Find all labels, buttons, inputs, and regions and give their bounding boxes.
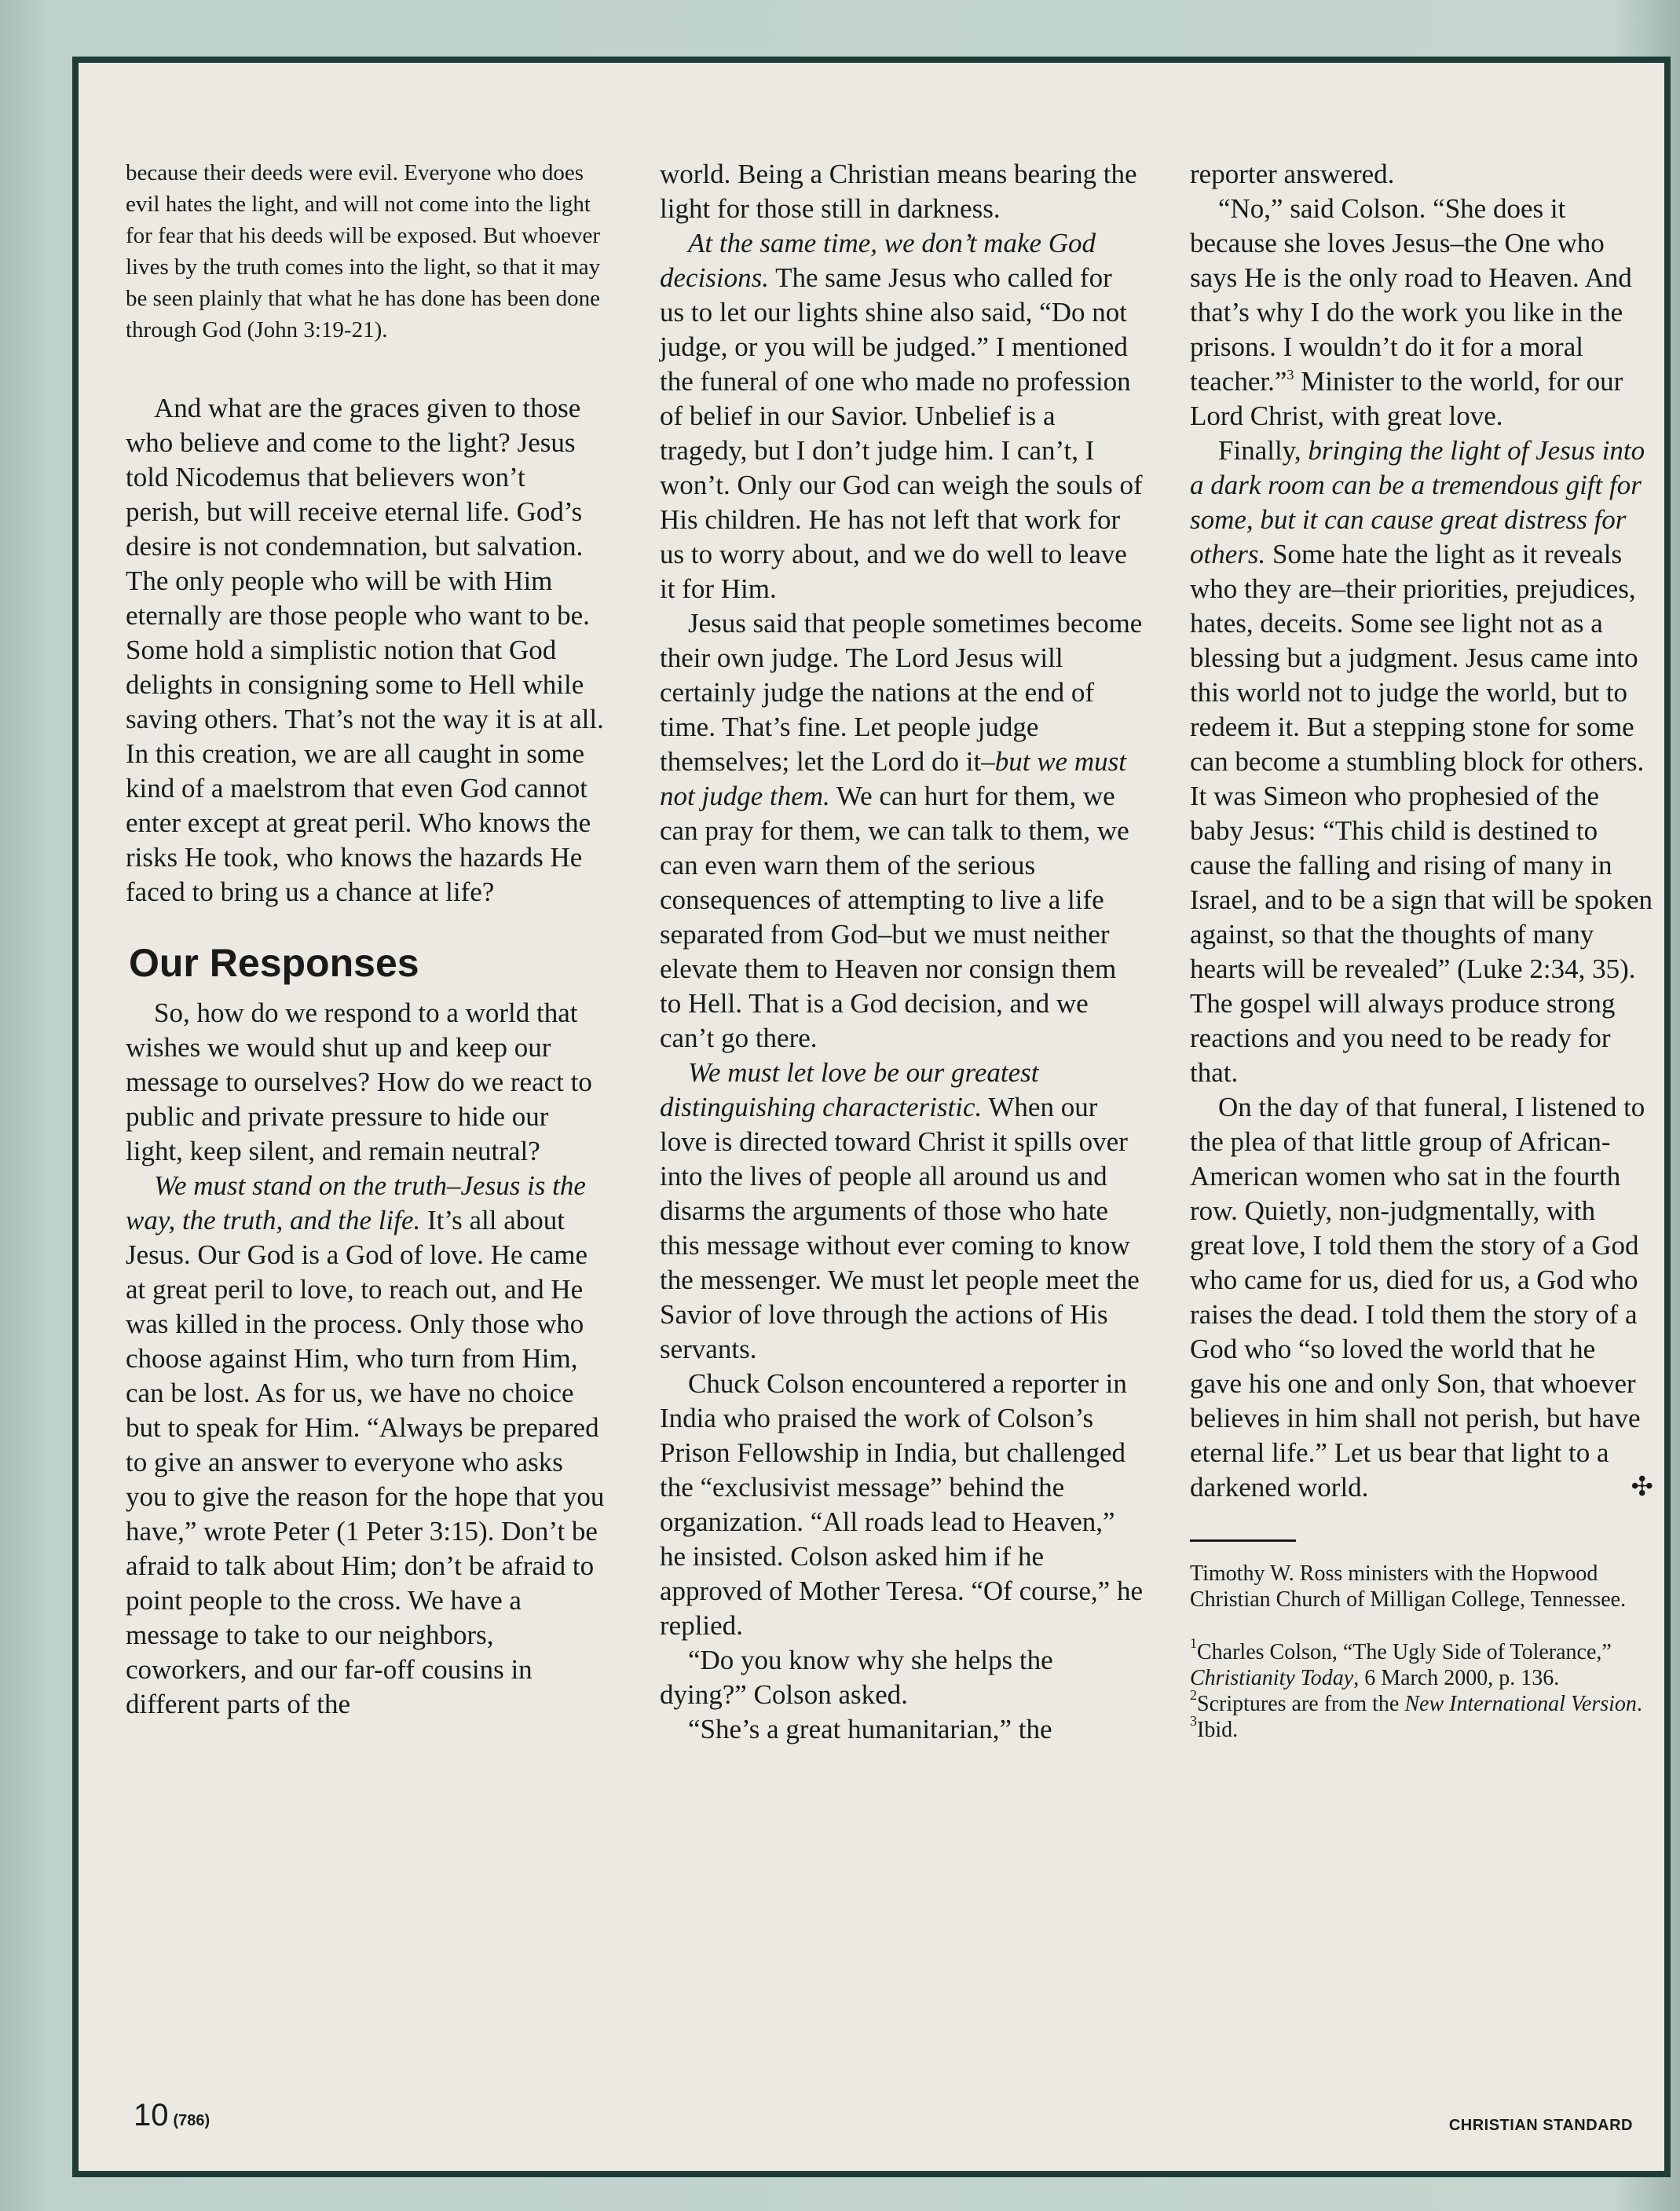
italic-emphasis: At the same time, we don’t make God decisions. bbox=[660, 228, 1096, 293]
endnote-number: 1 bbox=[1190, 1635, 1197, 1651]
endnote-text: , 6 March 2000, p. 136. bbox=[1353, 1666, 1560, 1690]
paragraph: “Do you know why she helps the dying?” Colson asked. bbox=[660, 1645, 1053, 1710]
endnotes bbox=[1190, 1635, 1653, 1743]
italic-emphasis: bringing the light of Jesus into a dark room can be a tremendous gift for some, but it can cause great distress for others. bbox=[1190, 435, 1645, 569]
paragraph-text: It’s all about Jesus. Our God is a God of love. He came at great peril to love, to reach out, and He was killed in the process. Only those who choose against Him, who turn from Him, can be lost. As for us, we have no choice but to speak for Him. “Always be prepared to give an answer to everyone who asks you to give the reason for the hope that you have,” wrote Peter (1 Peter 3:15). Don’t be afraid to talk about Him; don’t be afraid to point people to the cross. We have a message to take to our neighbors, coworkers, and our far-off cousins in different parts of the bbox=[126, 1205, 605, 1719]
end-mark-icon: ✣ bbox=[1631, 1473, 1653, 1502]
paragraph-text: Finally, bbox=[1218, 435, 1308, 466]
endnote bbox=[1190, 1687, 1653, 1717]
bio-divider bbox=[1190, 1539, 1296, 1542]
paragraph: Chuck Colson encountered a reporter in India who praised the work of Colson’s Prison Fellowship in India, but challenged the “exclusivist message” behind the organization. “All roads lead to Heaven,” he insisted. Colson asked him if he approved of Mother Teresa. “Of course,” he replied. bbox=[660, 1368, 1143, 1641]
footnote-ref: 3 bbox=[1287, 367, 1294, 383]
italic-emphasis: We must stand on the truth–Jesus is the way, the truth, and the life. bbox=[126, 1170, 586, 1235]
paragraph: “She’s a great humanitarian,” the bbox=[688, 1714, 1052, 1744]
paragraph: world. Being a Christian means bearing the light for those still in darkness. bbox=[660, 159, 1137, 224]
column-3 bbox=[1190, 157, 1653, 1743]
page-number: 10 bbox=[134, 2098, 169, 2132]
paragraph-text: When our love is directed toward Christ it spills over into the lives of people all around us and disarms the arguments of those who hate this message without ever coming to know the messenger. We must let people meet the Savior of love through the actions of His servants. bbox=[660, 1092, 1140, 1364]
author-bio: Timothy W. Ross ministers with the Hopwood Christian Church of Milligan College, Tennessee. bbox=[1190, 1561, 1627, 1612]
paragraph bbox=[660, 1056, 1143, 1367]
page-folio bbox=[134, 2096, 210, 2140]
paragraph-text: “No,” said Colson. “She does it because she loves Jesus–the One who says He is the only road to Heaven. And that’s why I do the work you like in the prisons. I wouldn’t do it for a moral teacher.” bbox=[1190, 193, 1632, 397]
endnote-text: . bbox=[1636, 1692, 1642, 1716]
paragraph-text: Jesus said that people sometimes become their own judge. The Lord Jesus will certainly judge the nations at the end of time. That’s fine. Let people judge themselves; let the Lord do it– bbox=[660, 608, 1143, 777]
endnote-text: Ibid. bbox=[1197, 1718, 1239, 1742]
sub-page-number: (786) bbox=[173, 2112, 210, 2129]
italic-title: Christianity Today bbox=[1190, 1666, 1354, 1690]
italic-emphasis: but we must not judge them. bbox=[660, 746, 1126, 811]
italic-emphasis: We must let love be our greatest distinguishing characteristic. bbox=[660, 1057, 1039, 1122]
endnote-number: 2 bbox=[1190, 1687, 1197, 1703]
paragraph bbox=[1190, 192, 1653, 434]
italic-title: New International Version bbox=[1404, 1692, 1637, 1716]
column-2 bbox=[660, 157, 1143, 1747]
paragraph: So, how do we respond to a world that wishes we would shut up and keep our message to ourselves? How do we react to public and private pressure to hide our light, keep silent, and remain neutral? bbox=[126, 998, 592, 1166]
paragraph-text: We can hurt for them, we can pray for them, we can talk to them, we can even warn them of the serious consequences of attempting to live a life separated from God–but we must neither elevate them to Heaven nor consign them to Hell. That is a God decision, and we can’t go there. bbox=[660, 781, 1129, 1053]
column-1 bbox=[126, 157, 605, 1722]
paragraph bbox=[126, 1169, 605, 1722]
endnote-text: Charles Colson, “The Ugly Side of Tolerance,” bbox=[1197, 1640, 1612, 1664]
section-heading: Our Responses bbox=[129, 941, 419, 985]
paragraph bbox=[660, 226, 1143, 606]
magazine-page bbox=[72, 57, 1671, 2177]
paragraph-text: On the day of that funeral, I listened to the plea of that little group of African-American women who sat in the fourth row. Quietly, non-judgmentally, with great love, I told them the story of a God who came for us, died for us, a God who raises the dead. I told them the story of a God who “so loved the world that he gave his one and only Son, that whoever believes in him shall not perish, but have eternal life.” Let us bear that light to a darkened world. bbox=[1190, 1092, 1645, 1503]
endnote-number: 3 bbox=[1190, 1713, 1197, 1729]
paragraph-text: Some hate the light as it reveals who they are–their priorities, prejudices, hates, deceits. Some see light not as a blessing but a judgment. Jesus came into this world not to judge the world, but to redeem it. But a stepping stone for some can become a stumbling block for others. It was Simeon who prophesied of the baby Jesus: “This child is destined to cause the falling and rising of many in Israel, and to be a sign that will be spoken against, so that the thoughts of many hearts will be revealed” (Luke 2:34, 35). The gospel will always produce strong reactions and you need to be ready for that. bbox=[1190, 539, 1653, 1088]
endnote bbox=[1190, 1713, 1653, 1743]
paragraph-text: The same Jesus who called for us to let our lights shine also said, “Do not judge, or you will be judged.” I mentioned the funeral of one who made no profession of belief in our Savior. Unbelief is a tragedy, but I don’t judge him. I can’t, I won’t. Only our God can weigh the souls of His children. He has not left that work for us to worry about, and we do well to leave it for Him. bbox=[660, 262, 1143, 604]
paragraph bbox=[1190, 1090, 1653, 1505]
paragraph-text: Minister to the world, for our Lord Christ, with great love. bbox=[1190, 366, 1623, 431]
endnote bbox=[1190, 1635, 1653, 1691]
endnote-text: Scriptures are from the bbox=[1197, 1692, 1405, 1716]
running-footer: CHRISTIAN STANDARD bbox=[1448, 2117, 1633, 2134]
paragraph: reporter answered. bbox=[1190, 159, 1395, 189]
paragraph bbox=[1190, 434, 1653, 1090]
scripture-quote: because their deeds were evil. Everyone who does evil hates the light, and will not come into the light for fear that his deeds will be exposed. But whoever lives by the truth comes into the light, so that it may be seen plainly that what he has done has been done through God (John 3:19-21). bbox=[126, 160, 601, 342]
paragraph: And what are the graces given to those who believe and come to the light? Jesus told Nicodemus that believers won’t perish, but will receive eternal life. God’s desire is not condemnation, but salvation. The only people who will be with Him eternally are those people who want to be. Some hold a simplistic notion that God delights in consigning some to Hell while saving others. That’s not the way it is at all. In this creation, we are all caught in some kind of a maelstrom that even God cannot enter except at great peril. Who knows the risks He took, who knows the hazards He faced to bring us a chance at life? bbox=[126, 393, 604, 907]
paragraph bbox=[660, 606, 1143, 1056]
